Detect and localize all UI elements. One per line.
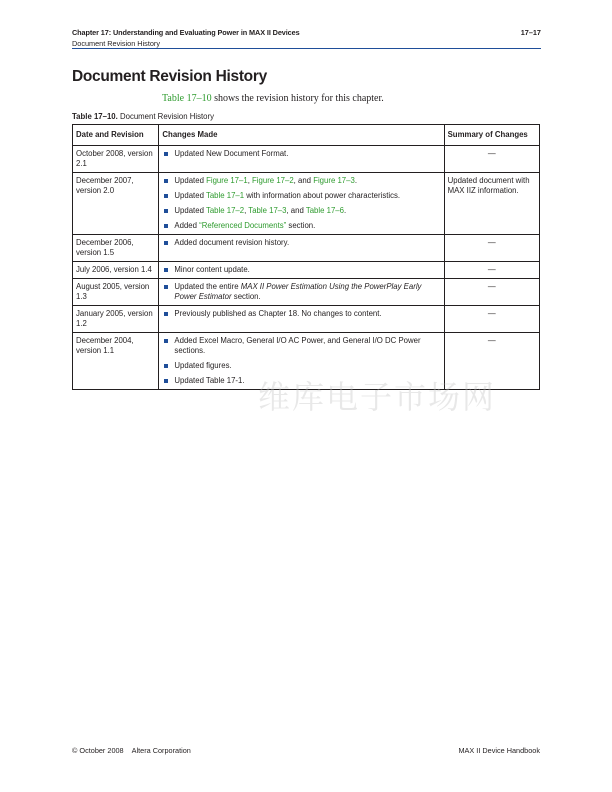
changes-list — [162, 149, 440, 159]
header-chapter-title: Chapter 17: Understanding and Evaluating Power in MAX II Devices — [72, 28, 300, 37]
table-caption-text: Document Revision History — [119, 112, 215, 121]
cross-reference-link[interactable]: Table 17–6 — [305, 206, 344, 215]
change-item — [162, 206, 440, 216]
table-reference-link[interactable]: Table 17–10 — [162, 93, 212, 104]
change-text: Added document revision history. — [174, 238, 290, 247]
change-text: Minor content update. — [174, 265, 250, 274]
cell-changes-made — [159, 262, 444, 279]
intro-paragraph — [162, 93, 384, 104]
cross-reference-link[interactable]: Figure 17–1 — [206, 176, 248, 185]
header-divider — [72, 48, 541, 49]
change-text: Updated the entire — [174, 282, 241, 291]
changes-list — [162, 282, 440, 302]
table-body — [73, 146, 540, 390]
change-item — [162, 336, 440, 356]
change-item — [162, 176, 440, 186]
header-summary-of-changes: Summary of Changes — [444, 125, 539, 146]
cross-reference-link[interactable]: “Referenced Documents” — [199, 221, 287, 230]
header-section-name: Document Revision History — [72, 39, 160, 48]
cell-changes-made — [159, 235, 444, 262]
cell-date-revision: December 2004, version 1.1 — [73, 333, 159, 390]
page-header — [72, 28, 541, 48]
table-row — [73, 306, 540, 333]
table-header-row — [73, 125, 540, 146]
table-row — [73, 146, 540, 173]
square-bullet-icon — [164, 379, 168, 383]
changes-list — [162, 309, 440, 319]
change-text: , — [247, 176, 253, 185]
change-item — [162, 238, 440, 248]
cross-reference-link[interactable]: Figure 17–2 — [252, 176, 294, 185]
change-text: Updated — [174, 206, 206, 215]
cell-summary: Updated document with MAX IIZ information. — [444, 173, 539, 235]
cell-summary: — — [444, 306, 539, 333]
cell-changes-made — [159, 306, 444, 333]
table-row — [73, 262, 540, 279]
square-bullet-icon — [164, 241, 168, 245]
change-text: , — [244, 206, 249, 215]
page-footer-left — [72, 746, 191, 755]
table-row — [73, 173, 540, 235]
change-item — [162, 361, 440, 371]
cross-reference-link[interactable]: Figure 17–3 — [313, 176, 355, 185]
change-text: section. — [231, 292, 261, 301]
change-text: with information about power characteristics. — [244, 191, 401, 200]
footer-handbook-title: MAX II Device Handbook — [458, 746, 540, 755]
cell-changes-made — [159, 173, 444, 235]
cell-summary: — — [444, 262, 539, 279]
changes-list — [162, 176, 440, 231]
square-bullet-icon — [164, 152, 168, 156]
change-item — [162, 149, 440, 159]
change-text: Added — [174, 221, 200, 230]
change-item — [162, 282, 440, 302]
table-row — [73, 279, 540, 306]
change-text: Updated New Document Format. — [174, 149, 289, 158]
footer-copyright-date: © October 2008 — [72, 746, 124, 755]
cell-summary: — — [444, 146, 539, 173]
cross-reference-link[interactable]: Table 17–2 — [205, 206, 245, 215]
revision-history-table — [72, 124, 540, 390]
square-bullet-icon — [164, 364, 168, 368]
change-text: , and — [293, 176, 314, 185]
square-bullet-icon — [164, 194, 168, 198]
cell-date-revision: August 2005, version 1.3 — [73, 279, 159, 306]
square-bullet-icon — [164, 209, 168, 213]
change-text: . — [354, 176, 357, 185]
square-bullet-icon — [164, 285, 168, 289]
change-text: Updated figures. — [174, 361, 232, 370]
watermark: 维库电子市场网 — [258, 378, 497, 416]
cell-date-revision: January 2005, version 1.2 — [73, 306, 159, 333]
cross-reference-link[interactable]: Table 17–1 — [205, 191, 245, 200]
change-item — [162, 191, 440, 201]
change-text: , and — [286, 206, 306, 215]
square-bullet-icon — [164, 224, 168, 228]
cell-summary: — — [444, 279, 539, 306]
change-text: Updated — [174, 191, 206, 200]
changes-list — [162, 238, 440, 248]
cell-date-revision: December 2006, version 1.5 — [73, 235, 159, 262]
change-text: section. — [286, 221, 316, 230]
change-text: Previously published as Chapter 18. No changes to content. — [174, 309, 382, 318]
change-item — [162, 221, 440, 231]
cell-changes-made — [159, 279, 444, 306]
change-text: Added Excel Macro, General I/O AC Power, and General I/O DC Power sections. — [174, 336, 421, 355]
change-item — [162, 265, 440, 275]
cell-summary: — — [444, 235, 539, 262]
square-bullet-icon — [164, 268, 168, 272]
change-text: . — [343, 206, 347, 215]
table-caption — [72, 112, 214, 121]
square-bullet-icon — [164, 179, 168, 183]
cell-changes-made — [159, 146, 444, 173]
header-changes-made: Changes Made — [159, 125, 444, 146]
italic-text: MAX II Power Estimation Using the PowerPlay Early Power Estimator — [174, 282, 422, 301]
table-caption-label: Table 17–10. — [72, 112, 118, 121]
cell-date-revision: December 2007, version 2.0 — [73, 173, 159, 235]
header-page-number: 17–17 — [520, 28, 541, 37]
intro-text: shows the revision history for this chapter. — [211, 93, 384, 104]
cell-date-revision: July 2006, version 1.4 — [73, 262, 159, 279]
square-bullet-icon — [164, 339, 168, 343]
header-date-and-revision: Date and Revision — [73, 125, 159, 146]
cross-reference-link[interactable]: Table 17–3 — [248, 206, 287, 215]
page-title: Document Revision History — [72, 68, 267, 85]
footer-company: Altera Corporation — [131, 746, 191, 755]
cell-date-revision: October 2008, version 2.1 — [73, 146, 159, 173]
change-text: Updated — [174, 176, 207, 185]
table-row — [73, 235, 540, 262]
square-bullet-icon — [164, 312, 168, 316]
change-text: Updated Table 17-1. — [174, 376, 245, 385]
change-item — [162, 309, 440, 319]
changes-list — [162, 265, 440, 275]
cell-summary: — — [444, 333, 539, 390]
